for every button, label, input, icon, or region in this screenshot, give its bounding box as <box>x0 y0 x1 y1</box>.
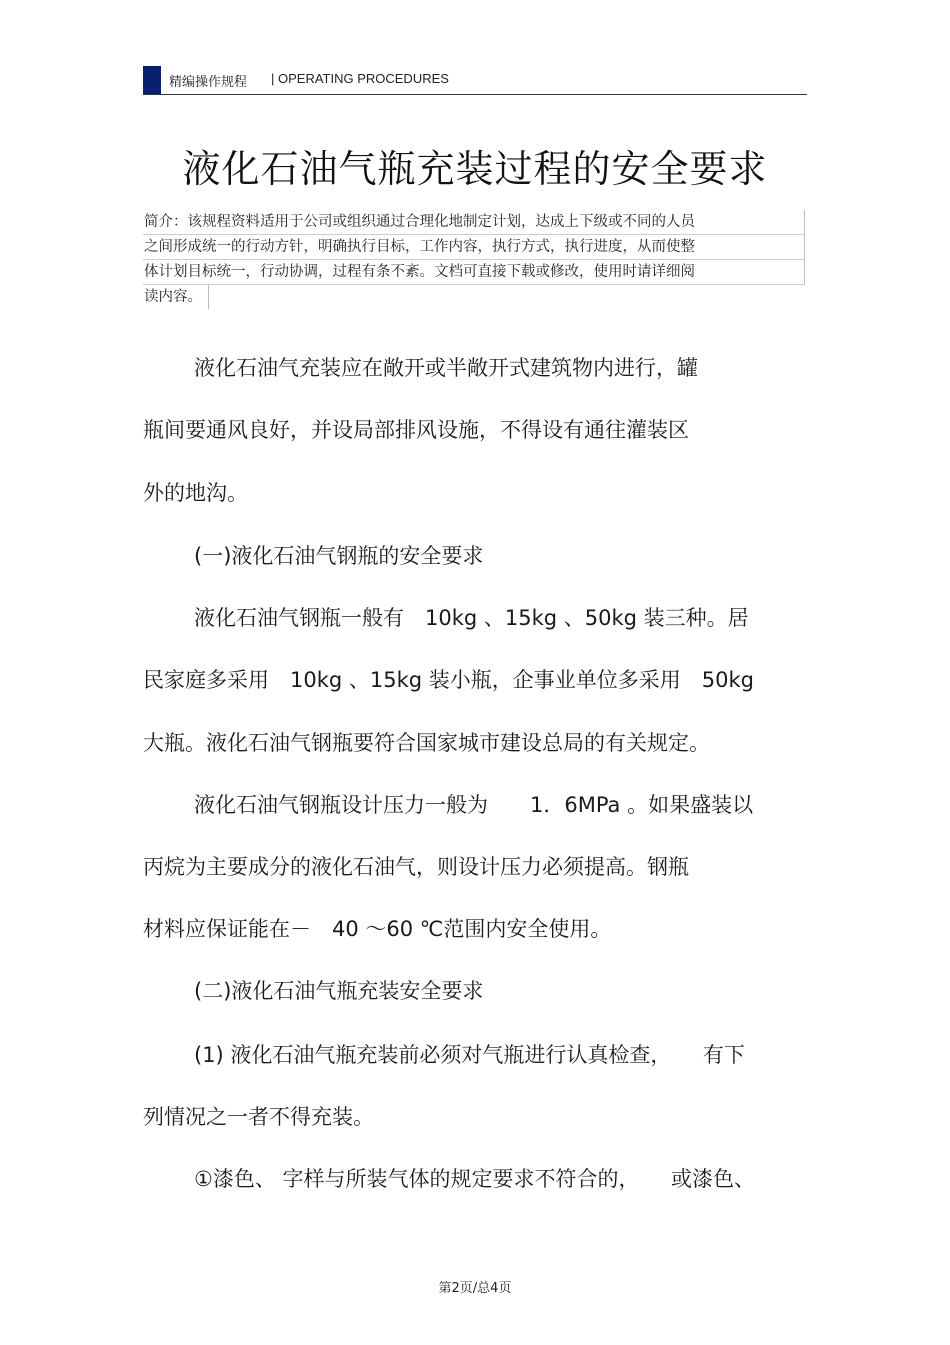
body-line: 液化石油气钢瓶一般有 10kg 、15kg 、50kg 装三种。居 <box>194 606 749 630</box>
header-section-subtitle: | OPERATING PROCEDURES <box>271 71 449 86</box>
section-heading: (二)液化石油气瓶充装安全要求 <box>194 979 484 1003</box>
summary-line: 之间形成统一的行动方针，明确执行目标，工作内容，执行方式，执行进度，从而使整 <box>143 235 805 260</box>
header-divider <box>143 94 807 95</box>
summary-line: 简介：该规程资料适用于公司或组织通过合理化地制定计划，达成上下级或不同的人员 <box>143 210 805 235</box>
body-line: 大瓶。液化石油气钢瓶要符合国家城市建设总局的有关规定。 <box>143 731 710 755</box>
body-line: 瓶间要通风良好，并设局部排风设施，不得设有通往灌装区 <box>143 418 689 442</box>
document-title: 液化石油气瓶充装过程的安全要求 <box>182 147 768 191</box>
header-section-title: 精编操作规程 <box>169 75 248 90</box>
page-number: 第2页/总4页 <box>438 1281 512 1296</box>
body-line: 列情况之一者不得充装。 <box>143 1105 374 1129</box>
body-line: ①漆色、 字样与所装气体的规定要求不符合的， 或漆色、 <box>194 1167 755 1191</box>
body-line: 液化石油气充装应在敞开或半敞开式建筑物内进行，罐 <box>194 356 698 380</box>
body-line: 外的地沟。 <box>143 481 248 505</box>
body-line: (1) 液化石油气瓶充装前必须对气瓶进行认真检查， 有下 <box>194 1043 745 1067</box>
body-line: 液化石油气钢瓶设计压力一般为 1．6MPa 。如果盛装以 <box>194 793 754 817</box>
summary-line: 体计划目标统一，行动协调，过程有条不紊。文档可直接下载或修改，使用时请详细阅 <box>143 260 805 285</box>
page-header <box>143 66 807 96</box>
body-line: 材料应保证能在－ 40 ～60 ℃范围内安全使用。 <box>143 917 612 941</box>
summary-box <box>143 210 805 309</box>
section-heading: (一)液化石油气钢瓶的安全要求 <box>194 544 484 568</box>
logo-block-icon <box>143 66 161 94</box>
summary-line: 读内容。 <box>143 285 209 309</box>
body-line: 民家庭多采用 10kg 、15kg 装小瓶，企事业单位多采用 50kg <box>143 668 754 692</box>
body-line: 丙烷为主要成分的液化石油气，则设计压力必须提高。钢瓶 <box>143 855 689 879</box>
